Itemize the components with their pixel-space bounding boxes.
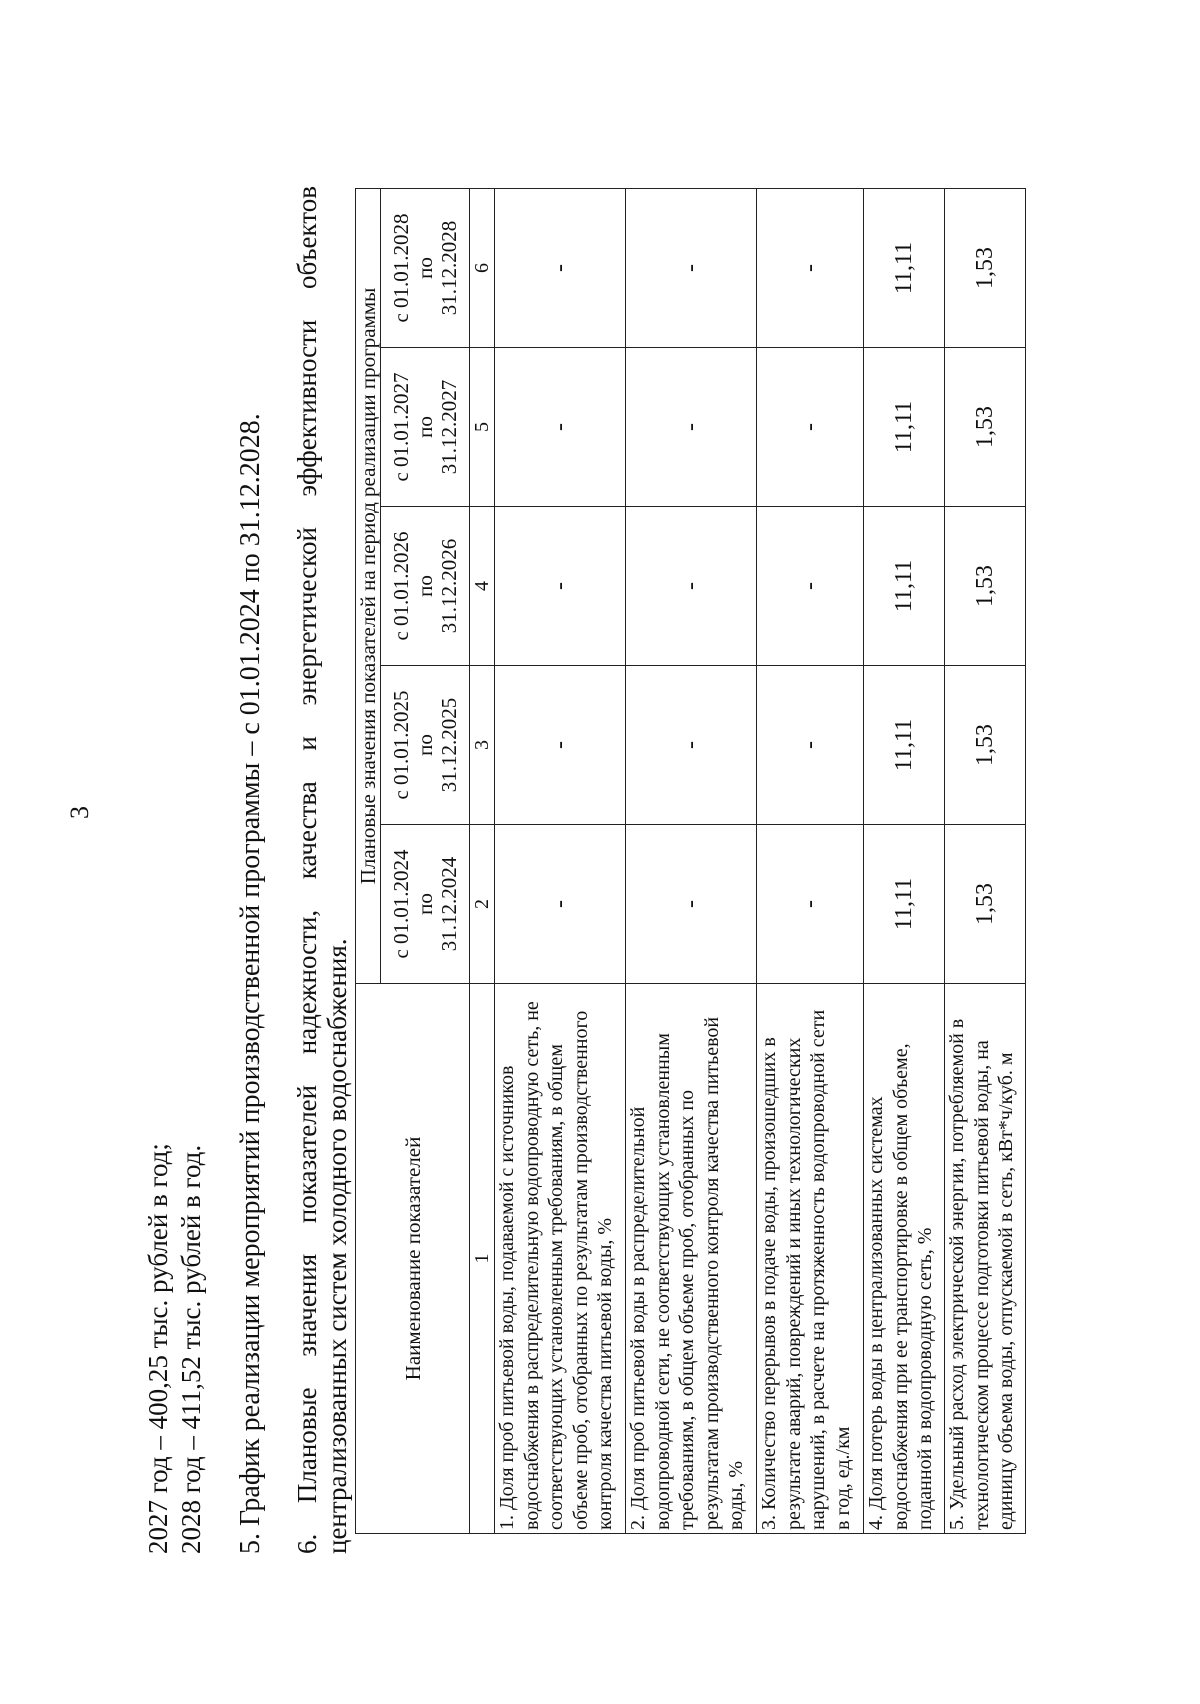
period-from: с 01.01.2024 — [389, 849, 413, 959]
value-cell: - — [495, 825, 626, 984]
page-number: 3 — [65, 806, 94, 819]
column-number: 4 — [470, 507, 495, 666]
indicator-line: 1. Доля проб питьевой воды, подаваемой с источников — [496, 1065, 518, 1530]
value-cell: - — [495, 348, 626, 507]
value-cell: - — [757, 507, 864, 666]
section-6-word: значения — [292, 1253, 322, 1357]
period-to: 31.12.2024 — [437, 856, 461, 952]
period-by: по — [413, 893, 437, 915]
indicator-line: результате аварий, повреждений и иных технологических — [782, 1037, 805, 1530]
value-cell: - — [626, 188, 757, 347]
indicator-name — [626, 984, 757, 1534]
value-cell: 1,53 — [945, 666, 1026, 825]
indicators-table — [355, 188, 1026, 1534]
section-6-word: и — [292, 736, 322, 751]
value-cell: - — [626, 666, 757, 825]
indicator-line: 2. Доля проб питьевой воды в распределительной — [627, 1106, 649, 1530]
indicator-line: технологическом процессе подготовки питьевой воды, на — [970, 1040, 993, 1530]
column-number: 6 — [470, 188, 495, 347]
header-period-2025 — [381, 666, 470, 825]
section-6-heading — [292, 186, 352, 1554]
period-to: 31.12.2025 — [437, 697, 461, 793]
value-cell: - — [495, 188, 626, 347]
budget-line-2028: 2028 год – 411,52 тыс. рублей в год. — [176, 1144, 206, 1554]
table-row — [495, 188, 626, 1533]
indicator-name — [757, 984, 864, 1534]
indicators-table-wrapper — [355, 189, 1026, 1534]
indicator-line: поданной в водопроводную сеть, % — [914, 1227, 936, 1530]
value-cell: - — [757, 348, 864, 507]
value-cell: - — [626, 825, 757, 984]
indicator-line: 5. Удельный расход электрической энергии, потребляемой в — [946, 1018, 968, 1530]
column-number-row — [470, 188, 495, 1533]
value-cell: 11,11 — [864, 348, 945, 507]
header-period-2026 — [381, 507, 470, 666]
indicator-line: объеме проб, отобранных по результатам производственного — [569, 1010, 592, 1530]
table-row — [757, 188, 864, 1533]
value-cell: 1,53 — [945, 188, 1026, 347]
indicator-line: в год, ед./км — [831, 1426, 854, 1530]
value-cell: 11,11 — [864, 188, 945, 347]
section-6-word: Плановые — [292, 1387, 322, 1504]
indicator-name — [864, 984, 945, 1534]
value-cell: 1,53 — [945, 348, 1026, 507]
period-by: по — [413, 416, 437, 438]
value-cell: - — [495, 666, 626, 825]
period-from: с 01.01.2026 — [389, 531, 413, 641]
value-cell: 11,11 — [864, 507, 945, 666]
section-6-word: качества — [292, 781, 322, 880]
column-number: 1 — [470, 984, 495, 1534]
period-to: 31.12.2027 — [437, 379, 461, 475]
value-cell: - — [757, 825, 864, 984]
indicator-line: результатам производственного контроля качества питьевой — [700, 1016, 723, 1530]
period-from: с 01.01.2028 — [389, 213, 413, 323]
indicator-line: единицу объема воды, отпускаемой в сеть, кВт*ч/куб. м — [995, 1052, 1017, 1530]
header-period-2024 — [381, 825, 470, 984]
column-number: 2 — [470, 825, 495, 984]
value-cell: 1,53 — [945, 825, 1026, 984]
column-number: 5 — [470, 348, 495, 507]
period-to: 31.12.2028 — [437, 220, 461, 316]
indicator-line: 4. Доля потерь воды в централизованных системах — [865, 1096, 887, 1530]
value-cell: - — [495, 507, 626, 666]
indicator-line: водопроводной сети, не соответствующих установленным — [651, 1033, 674, 1530]
indicator-line: требованиям, в общем объеме проб, отобранных по — [676, 1089, 698, 1530]
table-row — [945, 188, 1026, 1533]
period-by: по — [413, 575, 437, 597]
section-6-line-2: централизованных систем холодного водоснабжения. — [322, 938, 352, 1554]
value-cell: - — [626, 348, 757, 507]
section-6-word: 6. — [292, 1533, 322, 1554]
header-indicator-name: Наименование показателей — [356, 984, 470, 1534]
indicator-line: нарушений, в расчете на протяженность водопроводной сети — [807, 1009, 829, 1530]
section-6-word: показателей — [292, 1084, 322, 1224]
indicator-name — [495, 984, 626, 1534]
period-from: с 01.01.2027 — [389, 372, 413, 482]
indicator-line: 3. Количество перерывов в подаче воды, произошедших в — [758, 1037, 780, 1530]
indicator-line: водоснабжения при ее транспортировке в общем объеме, — [889, 1043, 912, 1530]
period-to: 31.12.2026 — [437, 538, 461, 634]
header-period-2027 — [381, 348, 470, 507]
table-row — [864, 188, 945, 1533]
value-cell: - — [757, 666, 864, 825]
value-cell: 1,53 — [945, 507, 1026, 666]
section-6-line-1 — [292, 186, 322, 1554]
budget-line-2027: 2027 год – 400,25 тыс. рублей в год; — [143, 1143, 173, 1554]
column-number: 3 — [470, 666, 495, 825]
section-6-word: эффективности — [292, 319, 322, 497]
header-planned-values: Плановые значения показателей на период реализации программы — [356, 188, 381, 983]
table-row — [626, 188, 757, 1533]
value-cell: - — [626, 507, 757, 666]
indicator-name — [945, 984, 1026, 1534]
indicator-line: водоснабжения в распределительную водопроводную сеть, не — [520, 1001, 543, 1530]
value-cell: 11,11 — [864, 825, 945, 984]
indicator-line: воды, % — [725, 1460, 747, 1530]
section-6-word: объектов — [292, 186, 322, 289]
section-6-word: надежности, — [292, 909, 322, 1055]
header-period-2028 — [381, 188, 470, 347]
period-by: по — [413, 734, 437, 756]
value-cell: 11,11 — [864, 666, 945, 825]
section-5-heading: 5. График реализации мероприятий производственной программы – с 01.01.2024 по 31.12.2028. — [235, 413, 266, 1554]
value-cell: - — [757, 188, 864, 347]
indicator-line: соответствующих установленным требованиям, в общем — [545, 1044, 567, 1530]
period-by: по — [413, 257, 437, 279]
indicator-line: контроля качества питьевой воды, % — [594, 1217, 616, 1530]
section-6-word: энергетической — [292, 527, 322, 706]
period-from: с 01.01.2025 — [389, 690, 413, 800]
